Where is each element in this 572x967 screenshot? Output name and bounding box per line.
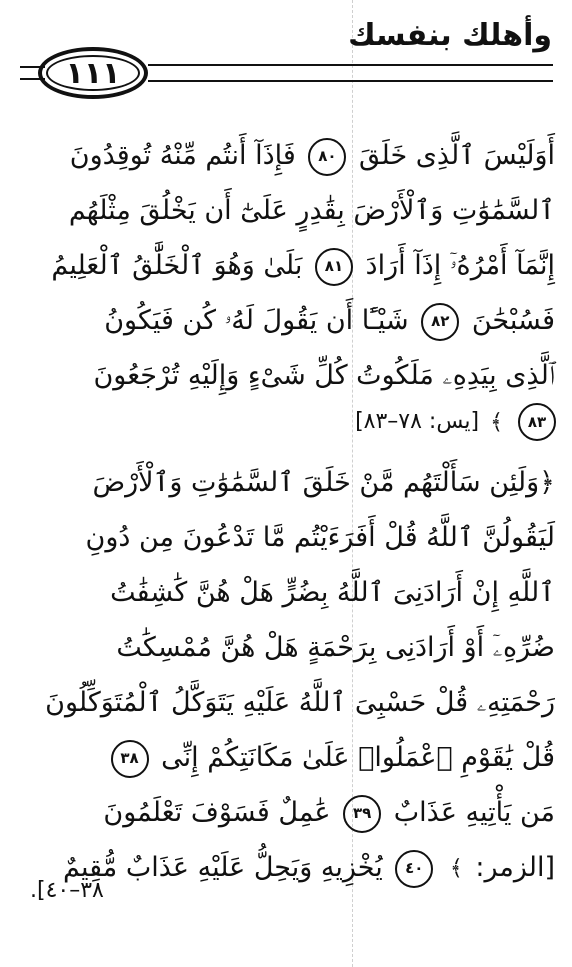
verse-line: رَحْمَتِهِۦ قُلْ حَسْبِىَ ٱللَّهُ عَلَيْهِ يَتَوَكَّلُ ٱلْمُتَوَكِّلُونَ xyxy=(45,687,555,718)
surah-reference: [الزمر: xyxy=(475,852,555,883)
ayah-marker: ٨٢ xyxy=(421,303,459,341)
ayah-marker: ٣٨ xyxy=(111,740,149,778)
page-number-badge xyxy=(38,47,148,99)
passage-zumar xyxy=(30,455,555,895)
header-rule-bottom-right xyxy=(148,80,553,82)
passage-yasin-reference xyxy=(310,403,560,441)
running-title: وأهلك بنفسك xyxy=(348,18,552,53)
verse-line: ٱلسَّمَٰوَٰتِ وَٱلْأَرْضَ بِقَٰدِرٍ عَلَىٰٓ أَن يَخْلُقَ مِثْلَهُم xyxy=(68,195,555,226)
verse-line: ﴿وَلَئِن سَأَلْتَهُم مَّنْ خَلَقَ ٱلسَّمَٰوَٰتِ وَٱلْأَرْضَ xyxy=(92,467,555,498)
closing-ornament-icon: ﴾ xyxy=(449,856,463,881)
header-rule-top-right xyxy=(148,64,553,66)
verse-line: فَسُبْحَٰنَ ٨٢ شَيْـًٔا أَن يَقُولَ لَهُۥ كُن فَيَكُونُ xyxy=(30,293,555,348)
ayah-marker: ٤٠ xyxy=(395,850,433,888)
verse-line: إِنَّمَآ أَمْرُهُۥٓ إِذَآ أَرَادَ ٨١ بَلَىٰ وَهُوَ ٱلْخَلَّٰقُ ٱلْعَلِيمُ xyxy=(30,238,555,293)
verse-line: ٱللَّهِ إِنْ أَرَادَنِىَ ٱللَّهُ بِضُرٍّ هَلْ هُنَّ كَٰشِفَٰتُ xyxy=(110,577,555,608)
passage-yasin xyxy=(30,128,555,403)
ayah-marker: ٣٩ xyxy=(343,795,381,833)
passage-zumar-reference-tail: ٣٨–٤٠]. xyxy=(30,878,104,903)
verse-line: قُلْ يَٰقَوْمِ ٱعْمَلُوا۟ عَلَىٰ مَكَانَتِكُمْ إِنِّى ٣٨ xyxy=(30,730,555,785)
verse-line: ٱلَّذِى بِيَدِهِۦ مَلَكُوتُ كُلِّ شَىْءٍ وَإِلَيْهِ تُرْجَعُونَ xyxy=(93,360,555,391)
verse-line: لَيَقُولُنَّ ٱللَّهُ قُلْ أَفَرَءَيْتُم مَّا تَدْعُونَ مِن دُونِ xyxy=(85,522,555,553)
page-header xyxy=(0,0,572,115)
closing-ornament-icon: ﴾ xyxy=(490,409,503,435)
page-number: ١١١ xyxy=(65,55,121,91)
verse-line: ضُرِّهِۦٓ أَوْ أَرَادَنِى بِرَحْمَةٍ هَلْ هُنَّ مُمْسِكَٰتُ xyxy=(116,632,555,663)
verse-line: مَن يَأْتِيهِ عَذَابٌ ٣٩ عَٰمِلٌ فَسَوْفَ تَعْلَمُونَ xyxy=(30,785,555,840)
verse-line: [الزمر: ﴾ ٤٠ يُخْزِيهِ وَيَحِلُّ عَلَيْهِ عَذَابٌ مُّقِيمٌ xyxy=(30,840,555,895)
ayah-marker: ٨١ xyxy=(315,248,353,286)
verse-line: أَوَلَيْسَ ٱلَّذِى خَلَقَ ٨٠ فَإِذَآ أَنتُم مِّنْهُ تُوقِدُونَ xyxy=(30,128,555,183)
ayah-marker: ٨٠ xyxy=(308,138,346,176)
surah-reference: [يس: ٧٨–٨٣] xyxy=(355,409,480,434)
ayah-marker: ٨٣ xyxy=(518,403,556,441)
